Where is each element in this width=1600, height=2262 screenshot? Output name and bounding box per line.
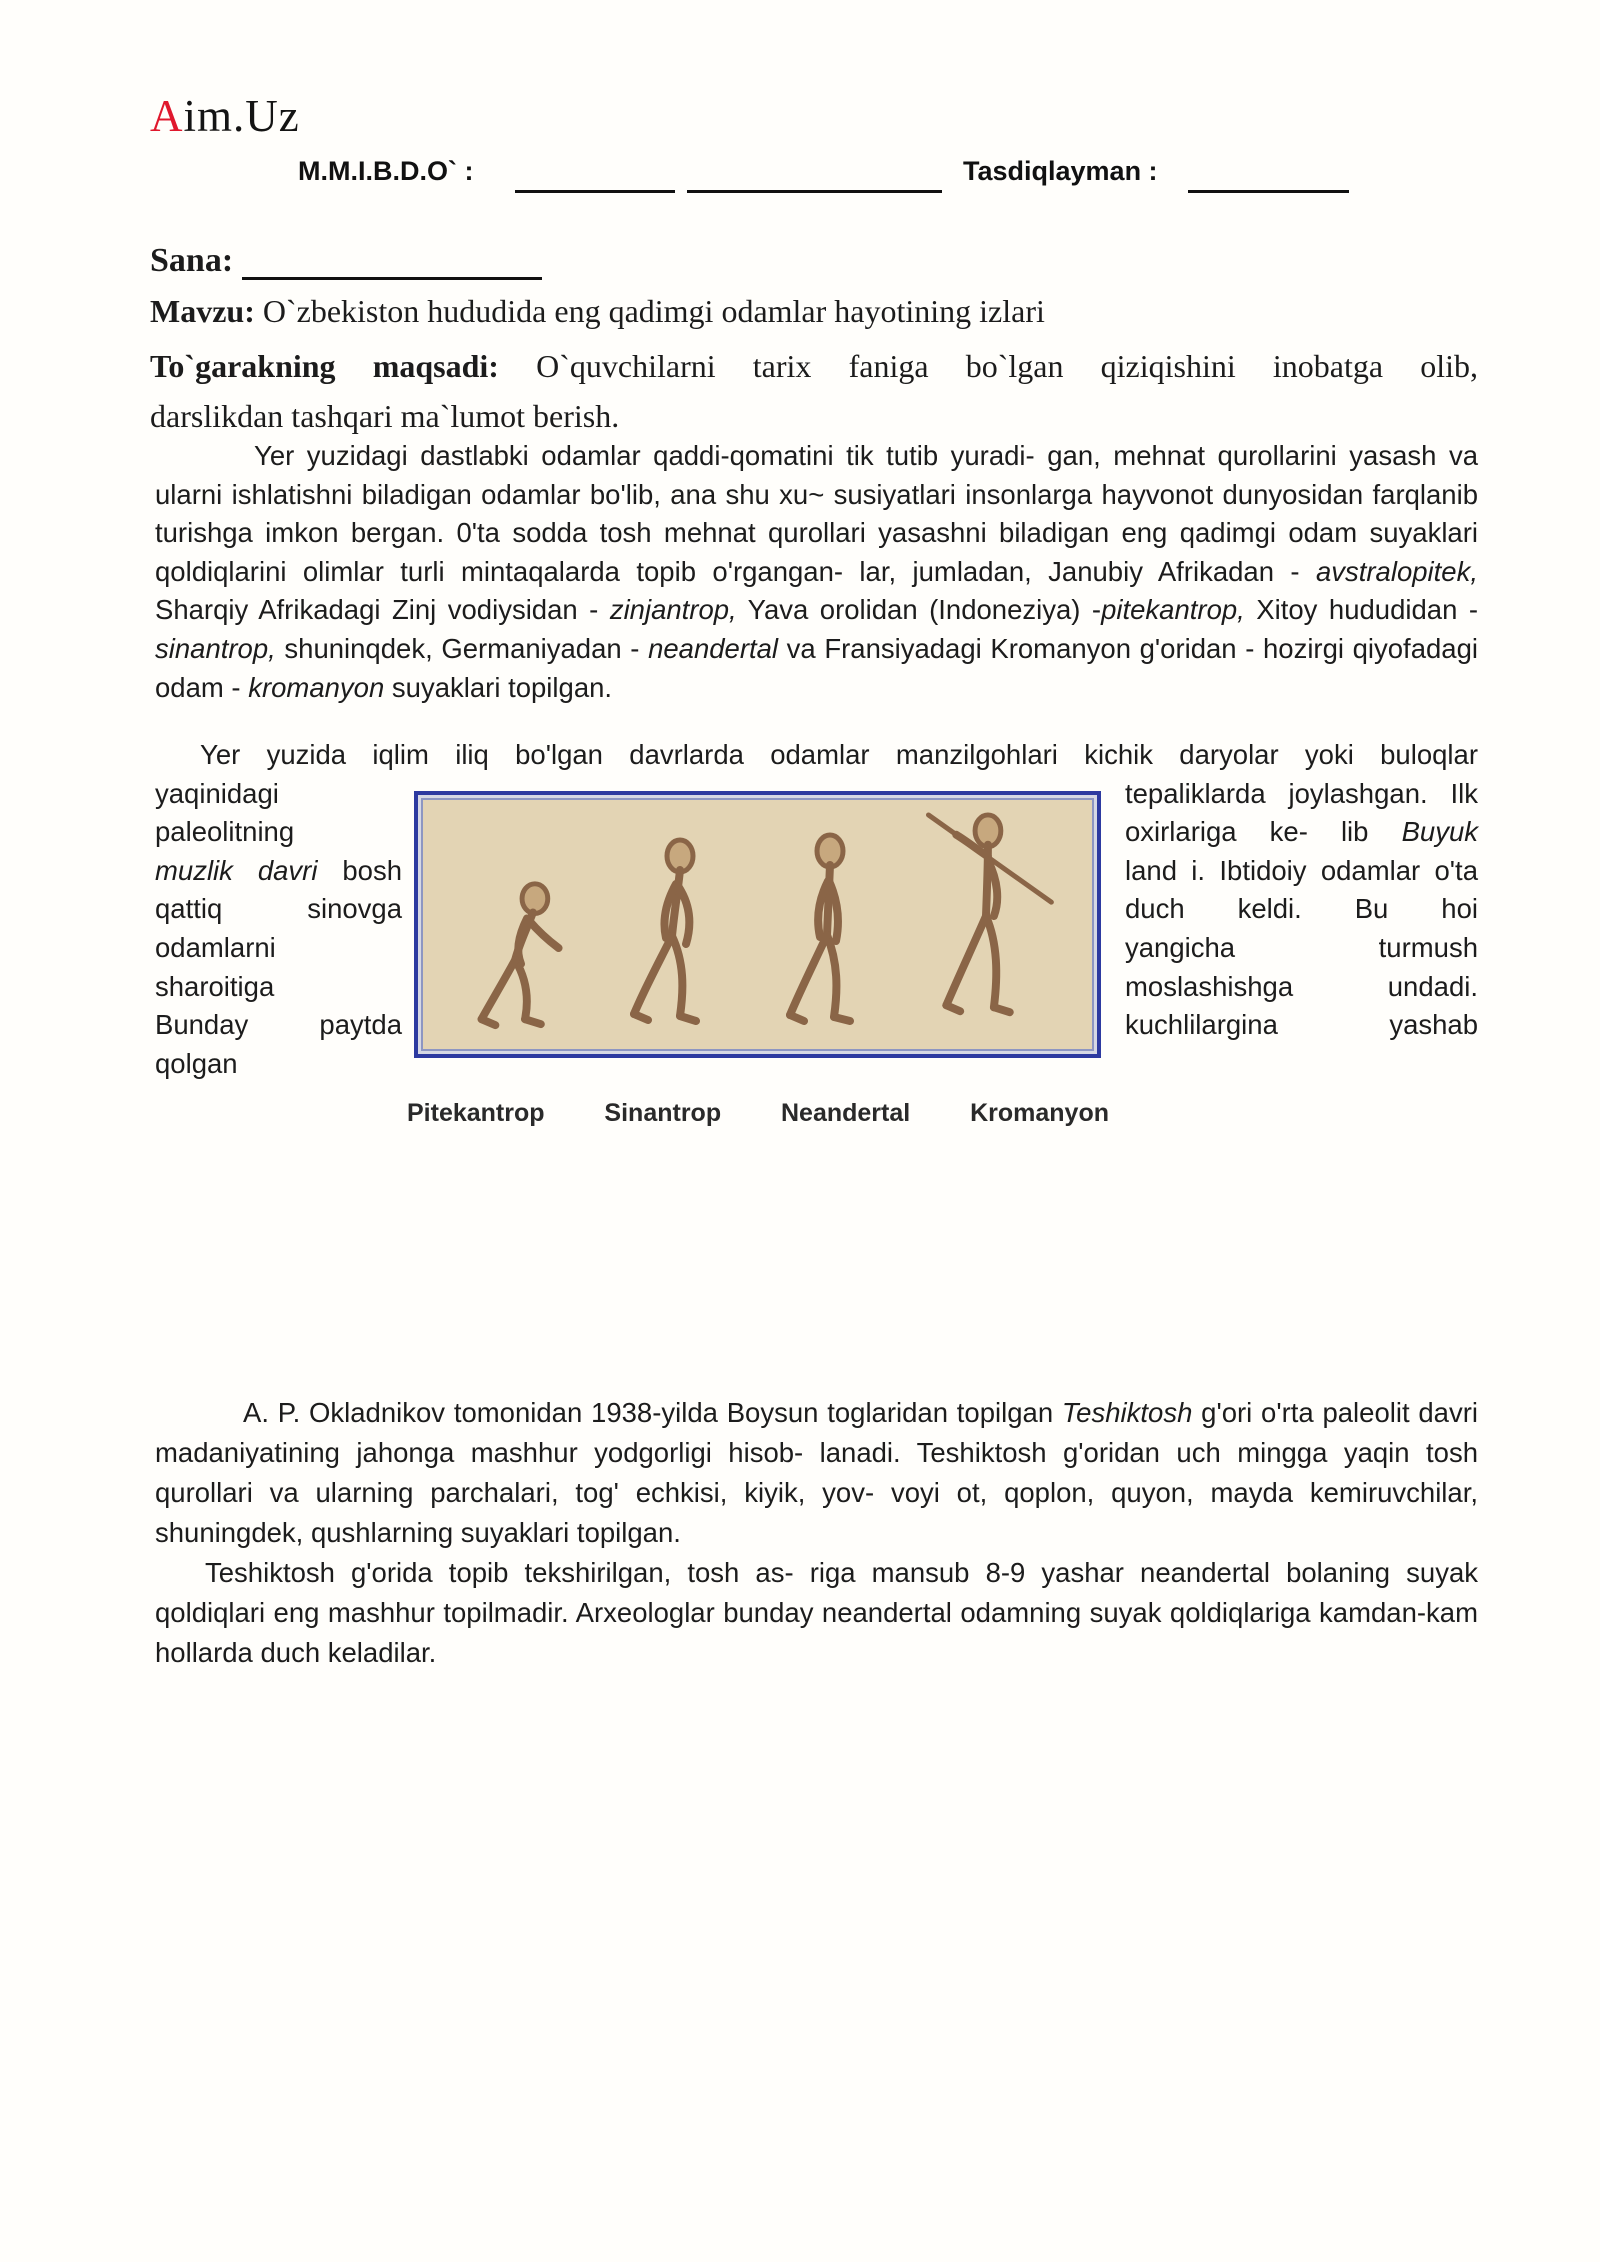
evolution-figure-pitekantrop	[457, 869, 597, 1037]
wrapped-paragraph-section	[155, 736, 1478, 1127]
right-line: kuchlilargina yashab	[1125, 1009, 1478, 1041]
wrap-left-column	[155, 775, 402, 1084]
paragraph-text: Yava orolidan (Indoneziya) -	[736, 594, 1102, 626]
wrap-row	[155, 775, 1478, 1084]
lower-paragraphs	[155, 1393, 1478, 1673]
paragraph-text: Sharqiy Afrikadagi Zinj vodiysidan -	[155, 594, 610, 626]
caption-sinantrop: Sinantrop	[604, 1099, 722, 1128]
paragraph-text: Xitoy hududidan -	[1244, 594, 1478, 626]
purpose-label: To`garakning maqsadi:	[150, 348, 499, 384]
caption-pitekantrop: Pitekantrop	[407, 1099, 545, 1128]
topic-label: Mavzu:	[150, 293, 255, 329]
left-line: Bunday paytda	[155, 1009, 402, 1041]
left-line: sharoitiga	[155, 970, 275, 1002]
paragraph-text: g'ori o'rta paleolit davri madaniyatining jahonga mashhur yodgorligi hisob- lanadi. Teshiktosh g'oridan uch mingga yaqin tosh qurollari va ularning parchalari, tog' echkisi, kiyik, yov- voyi ot, qoplon, quyon, mayda kemiruvchilar, shuningdek, qushlarning suyaklari topilgan.	[155, 1397, 1478, 1548]
right-line: land i. Ibtidoiy odamlar o'ta	[1125, 854, 1478, 886]
paragraph-text: suyaklari topilgan.	[384, 671, 613, 703]
right-line: moslashishga undadi.	[1125, 970, 1478, 1002]
purpose-line-1	[150, 341, 1478, 391]
signature-blank-3	[1188, 154, 1349, 193]
left-line: yaqinidagi	[155, 777, 279, 809]
paragraph-text: shuninqdek, Germaniyadan -	[275, 632, 649, 664]
left-line: odamlarni	[155, 931, 276, 963]
evolution-figure-sinantrop	[600, 832, 750, 1037]
paragraph-earliest-humans	[155, 437, 1478, 707]
paragraph-text: va Fransiyadagi Kromanyon g'oridan - hozirgi qiyofadagi odam -	[155, 632, 1478, 703]
approval-line	[0, 150, 1600, 202]
date-label: Sana:	[150, 242, 234, 279]
term-pitekantrop: pitekantrop,	[1101, 594, 1245, 626]
date-line	[150, 242, 542, 280]
paragraph-teshiktosh-find: Teshiktosh g'orida topib tekshirilgan, tosh as- riga mansub 8-9 yashar neandertal bolaning suyak qoldiqlari eng mashhur topilmadir. Arxeologlar bunday neandertal odamning suyak qoldiqlariga kamdan-kam hollarda duch keladilar.	[155, 1557, 1478, 1668]
caption-neandertal: Neandertal	[780, 1099, 911, 1128]
purpose-line-2: darslikdan tashqari ma`lumot berish.	[150, 398, 620, 434]
signature-blank-2	[687, 154, 942, 193]
term-neandertal: neandertal	[648, 632, 779, 664]
mmibdo-label: M.M.I.B.D.O` :	[298, 156, 474, 186]
purpose-paragraph	[150, 341, 1478, 441]
term-muzlik-davri: muzlik davri	[155, 854, 318, 886]
left-line	[155, 852, 402, 891]
date-blank	[242, 243, 542, 280]
evolution-figure-kromanyon	[902, 809, 1062, 1037]
right-line: tepaliklarda joylashgan. Ilk	[1125, 777, 1478, 809]
term-avstralopitek: avstralopitek,	[1315, 555, 1478, 587]
site-logo	[150, 90, 300, 142]
tasdiqlayman-label: Tasdiqlayman :	[963, 156, 1158, 186]
paragraph-text: A. P. Okladnikov tomonidan 1938-yilda Boysun toglaridan topilgan	[243, 1397, 1062, 1428]
left-line: qattiq sinovga	[155, 893, 402, 925]
evolution-image	[421, 798, 1094, 1051]
left-line: qolgan	[155, 1047, 238, 1079]
signature-blank-1	[515, 154, 675, 193]
term-zinjantrop: zinjantrop,	[609, 594, 737, 626]
site-logo-rest: im.Uz	[183, 91, 300, 141]
right-line	[1125, 813, 1478, 852]
term-sinantrop: sinantrop,	[155, 632, 276, 664]
purpose-text-1: O`quvchilarni tarix faniga bo`lgan qiziqishini inobatga olib,	[498, 348, 1479, 384]
term-kromanyon: kromanyon	[248, 671, 385, 703]
evolution-image-frame	[414, 791, 1101, 1058]
site-logo-accent-letter: A	[150, 91, 184, 141]
right-line-text: oxirlariga ke- lib	[1125, 816, 1402, 848]
paragraph-okladnikov	[155, 1393, 1478, 1553]
right-line: yangicha turmush	[1125, 931, 1478, 963]
term-teshiktosh: Teshiktosh	[1061, 1397, 1193, 1428]
evolution-figure-neandertal	[754, 829, 899, 1037]
term-buyuk: Buyuk	[1401, 816, 1478, 848]
right-line: duch keldi. Bu hoi	[1125, 893, 1478, 925]
left-line-text: bosh	[317, 854, 402, 886]
evolution-caption-row	[407, 1099, 1109, 1127]
caption-kromanyon: Kromanyon	[970, 1099, 1109, 1128]
wrap-first-line: Yer yuzida iqlim iliq bo'lgan davrlarda odamlar manzilgohlari kichik daryolar yoki buloqlar	[200, 739, 1478, 770]
left-line: paleolitning	[155, 816, 295, 848]
topic-text: O`zbekiston hududida eng qadimgi odamlar hayotining izlari	[254, 293, 1045, 329]
paragraph-text: Yer yuzidagi dastlabki odamlar qaddi-qomatini tik tutib yuradi- gan, mehnat qurollarini yasash va ularni ishlatishni biladigan odamlar bo'lib, ana shu xu~ susiyatlari insonlarga hayvonot dunyosidan farqlanib turishga imkon bergan. 0'ta sodda tosh mehnat qurollari yasashni biladigan eng qadimgi odam suyaklari qoldiqlarini olimlar turli mintaqalarda topib o'rgangan- lar, jumladan, Janubiy Afrikadan -	[155, 440, 1478, 587]
wrap-right-column	[1125, 775, 1478, 1045]
topic-line	[150, 293, 1045, 330]
